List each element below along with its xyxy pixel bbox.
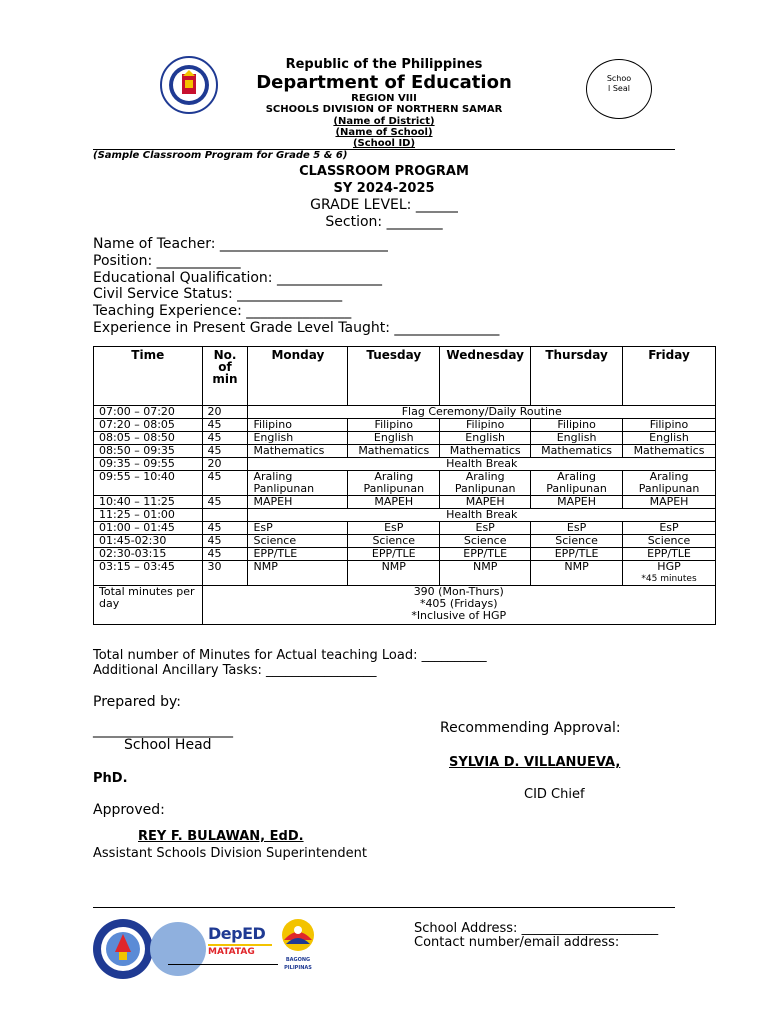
- col-header-wednesday: Wednesday: [440, 347, 531, 406]
- cell-tuesday: MAPEH: [348, 496, 440, 509]
- cell-span: Flag Ceremony/Daily Routine: [248, 406, 716, 419]
- cell-time: 07:20 – 08:05: [94, 419, 203, 432]
- cell-tuesday: Filipino: [348, 419, 440, 432]
- cell-time: 11:25 – 01:00: [94, 509, 203, 522]
- cell-friday: [623, 561, 716, 586]
- table-row: [94, 561, 716, 586]
- table-row: [94, 445, 716, 458]
- deped-seal-logo: [160, 56, 218, 114]
- cell-friday: EPP/TLE: [623, 548, 716, 561]
- cell-thursday: Science: [531, 535, 623, 548]
- cell-friday-main: HGP: [657, 560, 681, 573]
- cell-total-label: Total minutes per day: [94, 586, 203, 625]
- cid-phd: PhD.: [93, 771, 128, 786]
- table-row: [94, 471, 716, 496]
- contact-info: Contact number/email address:: [414, 935, 620, 950]
- table-row: [94, 509, 716, 522]
- total-line1: 390 (Mon-Thurs): [413, 585, 504, 598]
- header-republic: Republic of the Philippines: [285, 57, 483, 72]
- title-line1: CLASSROOM PROGRAM: [299, 164, 469, 179]
- school-seal-placeholder: [586, 59, 652, 119]
- cell-thursday: MAPEH: [531, 496, 623, 509]
- header-school-id: (School ID): [352, 138, 416, 149]
- cell-time: 08:05 – 08:50: [94, 432, 203, 445]
- cell-span: Health Break: [248, 458, 716, 471]
- total-load: Total number of Minutes for Actual teaching Load: __________: [93, 648, 487, 663]
- cell-tuesday: EPP/TLE: [348, 548, 440, 561]
- cell-total-values: [202, 586, 715, 625]
- cell-min: 45: [202, 471, 248, 496]
- recommending-label: Recommending Approval:: [440, 720, 621, 736]
- table-row: [94, 535, 716, 548]
- deped-brand-text: DepED: [208, 924, 266, 943]
- cell-friday: English: [623, 432, 716, 445]
- cell-time: 10:40 – 11:25: [94, 496, 203, 509]
- cell-monday: Science: [248, 535, 348, 548]
- schedule-table: [93, 346, 716, 625]
- header-region: REGION VIII: [351, 93, 417, 104]
- asds-title: Assistant Schools Division Superintendent: [93, 846, 367, 861]
- table-row: [94, 458, 716, 471]
- cell-monday: MAPEH: [248, 496, 348, 509]
- total-line3: *Inclusive of HGP: [411, 609, 507, 622]
- header-school: (Name of School): [335, 127, 433, 138]
- cell-min: 45: [202, 496, 248, 509]
- cell-wednesday: Science: [440, 535, 531, 548]
- cell-min: 45: [202, 419, 248, 432]
- cell-monday: NMP: [248, 561, 348, 586]
- cid-name: SYLVIA D. VILLANUEVA,: [449, 755, 621, 770]
- cell-time: 03:15 – 03:45: [94, 561, 203, 586]
- header-division: SCHOOLS DIVISION OF NORTHERN SAMAR: [265, 104, 503, 115]
- table-row: [94, 548, 716, 561]
- prepared-signature-line: ____________________: [93, 722, 233, 738]
- cell-min: 20: [202, 458, 248, 471]
- cell-friday: Filipino: [623, 419, 716, 432]
- col-header-min: No. of min: [202, 347, 248, 406]
- table-row: [94, 419, 716, 432]
- table-row: [94, 522, 716, 535]
- cid-title: CID Chief: [524, 787, 585, 802]
- cell-thursday: NMP: [531, 561, 623, 586]
- cell-thursday: English: [531, 432, 623, 445]
- cell-time: 07:00 – 07:20: [94, 406, 203, 419]
- cell-tuesday: EsP: [348, 522, 440, 535]
- seal-text-2: l Seal: [608, 84, 630, 93]
- school-logo-placeholder: [150, 922, 206, 976]
- field-experience: Teaching Experience: _______________: [93, 303, 352, 319]
- col-header-monday: Monday: [248, 347, 348, 406]
- prepared-by-label: Prepared by:: [93, 694, 181, 710]
- field-teacher: Name of Teacher: ________________________: [93, 236, 388, 252]
- cell-tuesday: Science: [348, 535, 440, 548]
- title-line2: SY 2024-2025: [333, 181, 435, 196]
- table-row: [94, 496, 716, 509]
- table-row: [94, 406, 716, 419]
- cell-monday: Araling Panlipunan: [248, 471, 348, 496]
- cell-tuesday: Mathematics: [348, 445, 440, 458]
- field-position: Position: ____________: [93, 253, 241, 269]
- cell-min: 45: [202, 522, 248, 535]
- col-header-friday: Friday: [623, 347, 716, 406]
- cell-wednesday: Filipino: [440, 419, 531, 432]
- cell-min: 20: [202, 406, 248, 419]
- cell-thursday: EPP/TLE: [531, 548, 623, 561]
- matatag-text: MATATAG: [208, 944, 272, 958]
- col-header-time: Time: [94, 347, 203, 406]
- cell-friday: Araling Panlipunan: [623, 471, 716, 496]
- school-address: School Address: _____________________: [414, 921, 659, 936]
- deped-matatag-logo: [208, 918, 272, 964]
- cell-time: 01:45-02:30: [94, 535, 203, 548]
- footer-underline: [168, 964, 278, 965]
- col-header-tuesday: Tuesday: [348, 347, 440, 406]
- bagong-pilipinas-text: BAGONG PILIPINAS: [284, 957, 312, 971]
- cell-wednesday: NMP: [440, 561, 531, 586]
- cell-min: 45: [202, 445, 248, 458]
- cell-monday: Filipino: [248, 419, 348, 432]
- col-header-thursday: Thursday: [531, 347, 623, 406]
- cell-friday-note: *45 minutes: [641, 574, 697, 584]
- cell-tuesday: English: [348, 432, 440, 445]
- cell-time: 01:00 – 01:45: [94, 522, 203, 535]
- cell-tuesday: Araling Panlipunan: [348, 471, 440, 496]
- table-row: [94, 432, 716, 445]
- cell-tuesday: NMP: [348, 561, 440, 586]
- field-qualification: Educational Qualification: _______________: [93, 270, 382, 286]
- cell-thursday: Mathematics: [531, 445, 623, 458]
- cell-thursday: Filipino: [531, 419, 623, 432]
- cell-friday: Science: [623, 535, 716, 548]
- cell-wednesday: Mathematics: [440, 445, 531, 458]
- cell-monday: Mathematics: [248, 445, 348, 458]
- title-section: Section: ________: [325, 214, 443, 230]
- cell-min: 30: [202, 561, 248, 586]
- table-total-row: [94, 586, 716, 625]
- school-head-label: School Head: [124, 737, 212, 753]
- cell-time: 02:30-03:15: [94, 548, 203, 561]
- table-header-row: [94, 347, 716, 406]
- header-district: (Name of District): [333, 116, 435, 127]
- cell-min: 45: [202, 535, 248, 548]
- cell-wednesday: Araling Panlipunan: [440, 471, 531, 496]
- cell-friday: MAPEH: [623, 496, 716, 509]
- footer-divider: [93, 907, 675, 908]
- seal-text-1: Schoo: [606, 74, 632, 83]
- field-experience-present: Experience in Present Grade Level Taught: _______________: [93, 320, 500, 336]
- cell-monday: English: [248, 432, 348, 445]
- cell-time: 09:55 – 10:40: [94, 471, 203, 496]
- cell-wednesday: English: [440, 432, 531, 445]
- cell-friday: Mathematics: [623, 445, 716, 458]
- division-seal-logo: [92, 918, 154, 980]
- cell-wednesday: EPP/TLE: [440, 548, 531, 561]
- cell-friday: EsP: [623, 522, 716, 535]
- sample-note: (Sample Classroom Program for Grade 5 & 6): [93, 150, 348, 161]
- cell-span: Health Break: [248, 509, 716, 522]
- cell-min: [202, 509, 248, 522]
- header-department: Department of Education: [256, 72, 512, 93]
- cell-wednesday: EsP: [440, 522, 531, 535]
- bagong-pilipinas-logo: [274, 918, 322, 971]
- field-civil-service: Civil Service Status: _______________: [93, 286, 343, 302]
- cell-monday: EPP/TLE: [248, 548, 348, 561]
- cell-wednesday: MAPEH: [440, 496, 531, 509]
- asds-name: REY F. BULAWAN, EdD.: [138, 829, 304, 844]
- cell-monday: EsP: [248, 522, 348, 535]
- cell-time: 09:35 – 09:55: [94, 458, 203, 471]
- ancillary-tasks: Additional Ancillary Tasks: _________________: [93, 663, 377, 678]
- cell-thursday: EsP: [531, 522, 623, 535]
- cell-time: 08:50 – 09:35: [94, 445, 203, 458]
- total-line2: *405 (Fridays): [419, 597, 498, 610]
- cell-min: 45: [202, 432, 248, 445]
- cell-min: 45: [202, 548, 248, 561]
- title-grade-level: GRADE LEVEL: ______: [310, 197, 458, 213]
- approved-label: Approved:: [93, 802, 165, 818]
- cell-thursday: Araling Panlipunan: [531, 471, 623, 496]
